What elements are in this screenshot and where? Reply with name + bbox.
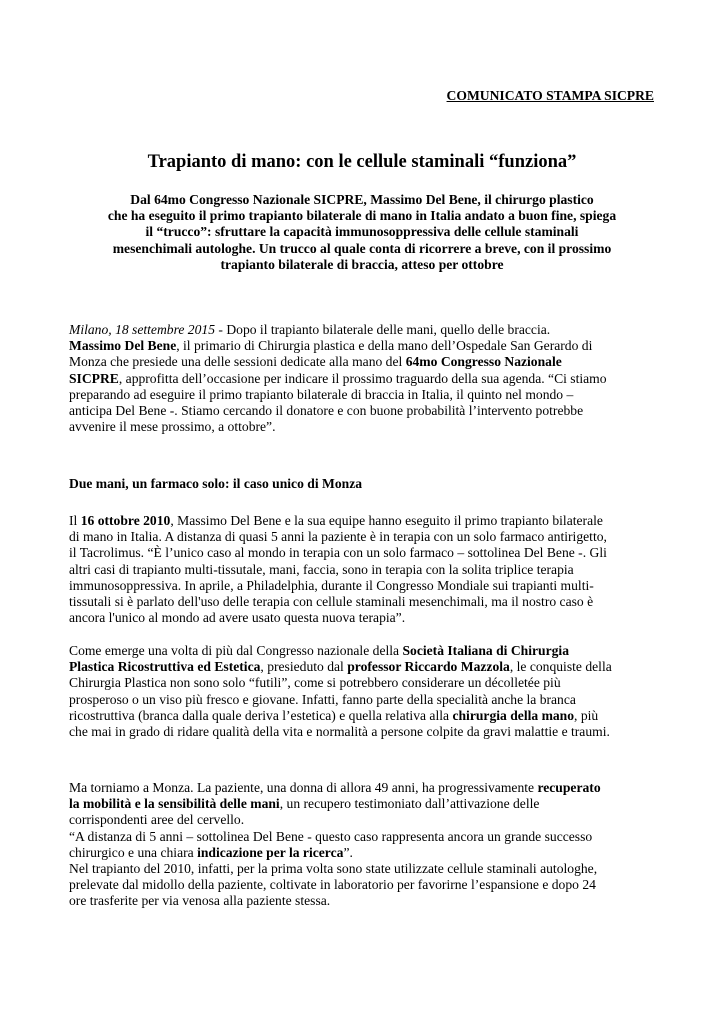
section-heading: Due mani, un farmaco solo: il caso unico di Monza bbox=[69, 476, 363, 491]
paragraph-line bbox=[69, 659, 669, 675]
subtitle-line: Dal 64mo Congresso Nazionale SICPRE, Massimo Del Bene, il chirurgo plastico bbox=[130, 192, 594, 207]
paragraph-line: Nel trapianto del 2010, infatti, per la prima volta sono state utilizzate cellule staminali autologhe, bbox=[69, 861, 598, 877]
bold-text: professor Riccardo Mazzola bbox=[347, 659, 510, 675]
bold-text: 16 ottobre 2010 bbox=[80, 513, 171, 528]
subtitle-line: mesenchimali autologhe. Un trucco al quale conta di ricorrere a breve, con il prossimo bbox=[112, 240, 612, 256]
paragraph-line bbox=[69, 708, 669, 724]
text-span: Come emerge una volta di più dal Congresso nazionale della bbox=[69, 643, 403, 658]
bold-text: chirurgia della mano bbox=[452, 707, 575, 723]
bold-text: recuperato bbox=[537, 780, 601, 795]
paragraph-line bbox=[69, 322, 669, 338]
paragraph-recovery bbox=[69, 780, 669, 910]
paragraph-line: Chirurgia Plastica non sono solo “futili”, come si potrebbero considerare un décolletée più bbox=[69, 675, 561, 691]
bold-text: 64mo Congresso Nazionale bbox=[405, 354, 562, 370]
paragraph-line bbox=[69, 780, 669, 796]
paragraph-line: “A distanza di 5 anni – sottolinea Del Bene - questo caso rappresenta ancora un grande successo bbox=[69, 828, 593, 844]
text-span: - Dopo il trapianto bilaterale delle mani, quello delle braccia. bbox=[215, 322, 551, 337]
paragraph-line: prosperoso o un viso più fresco e giovane. Infatti, fanno parte della specialità anche la branca bbox=[69, 691, 576, 707]
text-span: , presieduto dal bbox=[260, 659, 348, 675]
text-span: , più bbox=[574, 707, 599, 723]
paragraph-line: che mai in grado di ridare qualità della vita e normalità a persone colpite da gravi malattie e traumi. bbox=[69, 724, 610, 740]
paragraph-line: anticipa Del Bene -. Stiamo cercando il donatore e con buone probabilità l’intervento potrebbe bbox=[69, 403, 584, 419]
paragraph-line bbox=[69, 643, 669, 659]
paragraph-line bbox=[69, 371, 669, 387]
bold-text: Società Italiana di Chirurgia bbox=[402, 643, 569, 658]
text-span: chirurgico e una chiara bbox=[69, 844, 198, 860]
paragraph-line: ore trasferite per via venosa alla paziente stessa. bbox=[69, 893, 331, 909]
text-span: Ma torniamo a Monza. La paziente, una donna di allora 49 anni, ha progressivamente bbox=[69, 780, 538, 795]
paragraph-line: tissutali si è parlato dell'uso delle terapia con cellule staminali mesenchimali, ma il nostro caso è bbox=[69, 594, 594, 610]
bold-text: Massimo Del Bene bbox=[69, 338, 177, 354]
paragraph-congress bbox=[69, 643, 669, 740]
paragraph-line: prelevate dal midollo della paziente, coltivate in laboratorio per favorirne l’espansione e dopo 24 bbox=[69, 877, 596, 893]
subtitle-line: che ha eseguito il primo trapianto bilaterale di mano in Italia andato a buon fine, spiega bbox=[107, 208, 617, 224]
subtitle-line: il “trucco”: sfruttare la capacità immunosoppressiva delle cellule staminali bbox=[145, 224, 579, 240]
text-span: , un recupero testimoniato dall’attivazione delle bbox=[279, 796, 540, 812]
paragraph-monza-case bbox=[69, 513, 669, 626]
bold-text: Plastica Ricostruttiva ed Estetica bbox=[69, 659, 261, 675]
paragraph-line bbox=[69, 354, 669, 370]
document-subtitle bbox=[80, 192, 644, 273]
text-span: Il bbox=[69, 513, 81, 528]
text-span: , approfitta dell’occasione per indicare il prossimo traguardo della sua agenda. “Ci stiamo bbox=[118, 370, 607, 386]
text-span: , il primario di Chirurgia plastica e della mano dell’Ospedale San Gerardo di bbox=[176, 338, 593, 354]
paragraph-line bbox=[69, 796, 669, 812]
paragraph-line: ancora l'unico al mondo ad avere usato questa nuova terapia”. bbox=[69, 610, 406, 626]
text-span: , Massimo Del Bene e la sua equipe hanno eseguito il primo trapianto bilaterale bbox=[170, 513, 603, 528]
text-span: ricostruttiva (branca dalla quale deriva l’estetica) e quella relativa alla bbox=[69, 707, 453, 723]
paragraph-line: immunosoppressiva. In aprile, a Philadelphia, durante il Congresso Mondiale sui trapianti multi- bbox=[69, 577, 594, 593]
text-span: ”. bbox=[343, 844, 353, 860]
bold-text: la mobilità e la sensibilità delle mani bbox=[69, 796, 280, 812]
paragraph-line: preparando ad eseguire il primo trapianto bilaterale di braccia in Italia, il quinto nel mondo – bbox=[69, 386, 574, 402]
dateline: Milano, 18 settembre 2015 bbox=[69, 322, 215, 337]
bold-text: SICPRE bbox=[69, 370, 119, 386]
document-title: Trapianto di mano: con le cellule staminali “funziona” bbox=[147, 152, 577, 172]
subtitle-line: trapianto bilaterale di braccia, atteso per ottobre bbox=[220, 256, 504, 272]
paragraph-line: di mano in Italia. A distanza di quasi 5 anni la paziente è in terapia con un solo farmaco antirigetto, bbox=[69, 529, 607, 545]
text-span: , le conquiste della bbox=[509, 659, 612, 675]
paragraph-line bbox=[69, 338, 669, 354]
press-release-header: COMUNICATO STAMPA SICPRE bbox=[446, 88, 654, 103]
text-span: Monza che presiede una delle sessioni dedicate alla mano del bbox=[69, 354, 406, 370]
paragraph-line: corrispondenti aree del cervello. bbox=[69, 812, 245, 828]
paragraph-line bbox=[69, 513, 669, 529]
bold-text: indicazione per la ricerca bbox=[197, 844, 344, 860]
paragraph-line: altri casi di trapianto multi-tissutale, mani, faccia, sono in terapia con la solita triplice terapia bbox=[69, 561, 574, 577]
paragraph-line: avvenire il mese prossimo, a ottobre”. bbox=[69, 419, 276, 435]
paragraph-line bbox=[69, 845, 669, 861]
paragraph-line: il Tacrolimus. “È l’unico caso al mondo in terapia con un solo farmaco – sottolinea Del Bene -. Gli bbox=[69, 545, 607, 561]
paragraph-intro bbox=[69, 322, 669, 435]
